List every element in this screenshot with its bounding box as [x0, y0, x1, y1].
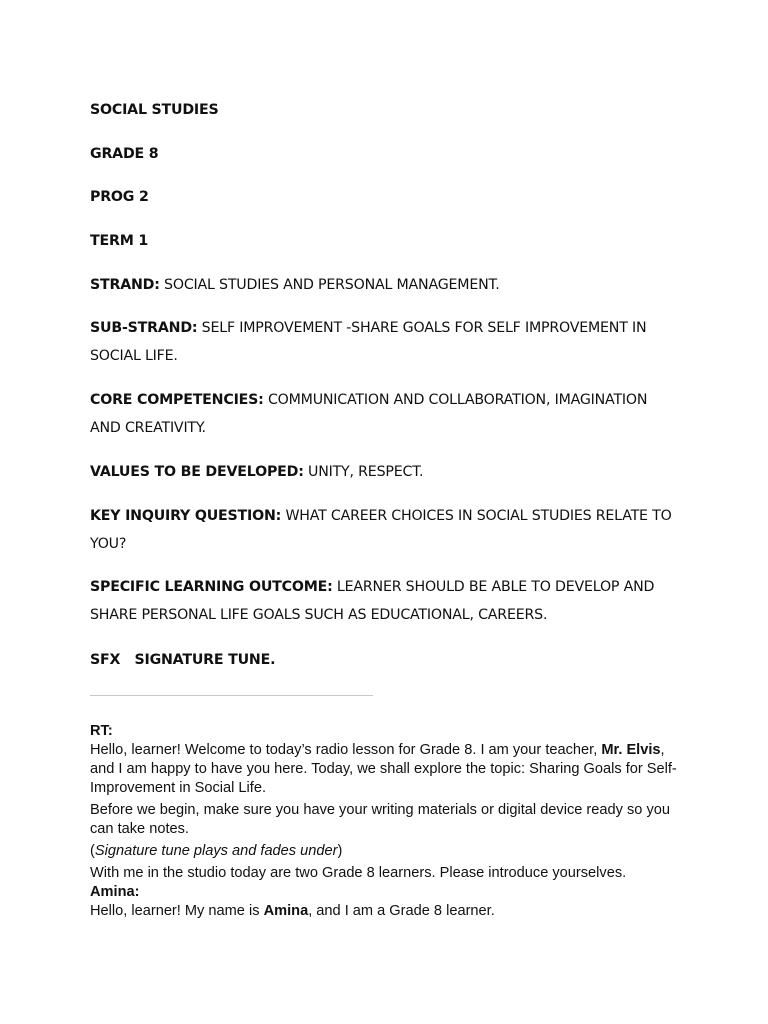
amina-speaker: Amina: [90, 884, 140, 900]
specific-learning-outcome-line [90, 573, 670, 629]
section-divider [90, 695, 373, 696]
substrand-value: SELF IMPROVEMENT -SHARE GOALS FOR SELF IMPROVEMENT IN SOCIAL LIFE. [90, 320, 647, 364]
values-label: VALUES TO BE DEVELOPED: [90, 464, 304, 480]
core-competencies-label: CORE COMPETENCIES: [90, 392, 264, 408]
rt-speaker: RT: [90, 723, 113, 739]
substrand-label: SUB-STRAND: [90, 320, 198, 336]
teacher-name: Mr. Elvis [601, 742, 661, 758]
subject-heading: SOCIAL STUDIES [90, 102, 219, 118]
term-heading: TERM 1 [90, 233, 149, 249]
substrand-line [90, 314, 670, 370]
rt-introduction-paragraph: With me in the studio today are two Grade 8 learners. Please introduce yourselves. [90, 865, 627, 881]
core-competencies-line [90, 386, 670, 442]
stage-direction: (Signature tune plays and fades under) [90, 843, 343, 859]
key-inquiry-question-value: WHAT CAREER CHOICES IN SOCIAL STUDIES RELATE TO YOU? [90, 508, 672, 552]
values-line [90, 458, 690, 486]
specific-learning-outcome-value: LEARNER SHOULD BE ABLE TO DEVELOP AND SHARE PERSONAL LIFE GOALS SUCH AS EDUCATIONAL, CAREERS. [90, 579, 655, 623]
rt-materials-paragraph: Before we begin, make sure you have your writing materials or digital device ready so you can take notes. [90, 802, 670, 837]
strand-label: STRAND: [90, 277, 160, 293]
amina-paragraph: Hello, learner! My name is Amina, and I am a Grade 8 learner. [90, 903, 495, 919]
key-inquiry-question-label: KEY INQUIRY QUESTION: [90, 508, 282, 524]
rt-welcome-paragraph: Hello, learner! Welcome to today’s radio lesson for Grade 8. I am your teacher, Mr. Elvis, and I am happy to have you here. Today, we shall explore the topic: Sharing Goals for Self-Improvement in Social Life. [90, 742, 677, 796]
strand-line [90, 271, 690, 299]
radio-script [90, 722, 680, 921]
core-competencies-value: COMMUNICATION AND COLLABORATION, IMAGINATION AND CREATIVITY. [90, 392, 648, 436]
key-inquiry-question-line [90, 502, 690, 558]
specific-learning-outcome-label: SPECIFIC LEARNING OUTCOME: [90, 579, 333, 595]
sfx-line: SFX SIGNATURE TUNE. [90, 652, 276, 668]
values-value: UNITY, RESPECT. [303, 464, 424, 480]
prog-heading: PROG 2 [90, 189, 149, 205]
grade-heading: GRADE 8 [90, 146, 159, 162]
learner-name: Amina [263, 903, 309, 919]
strand-value: SOCIAL STUDIES AND PERSONAL MANAGEMENT. [159, 277, 500, 293]
